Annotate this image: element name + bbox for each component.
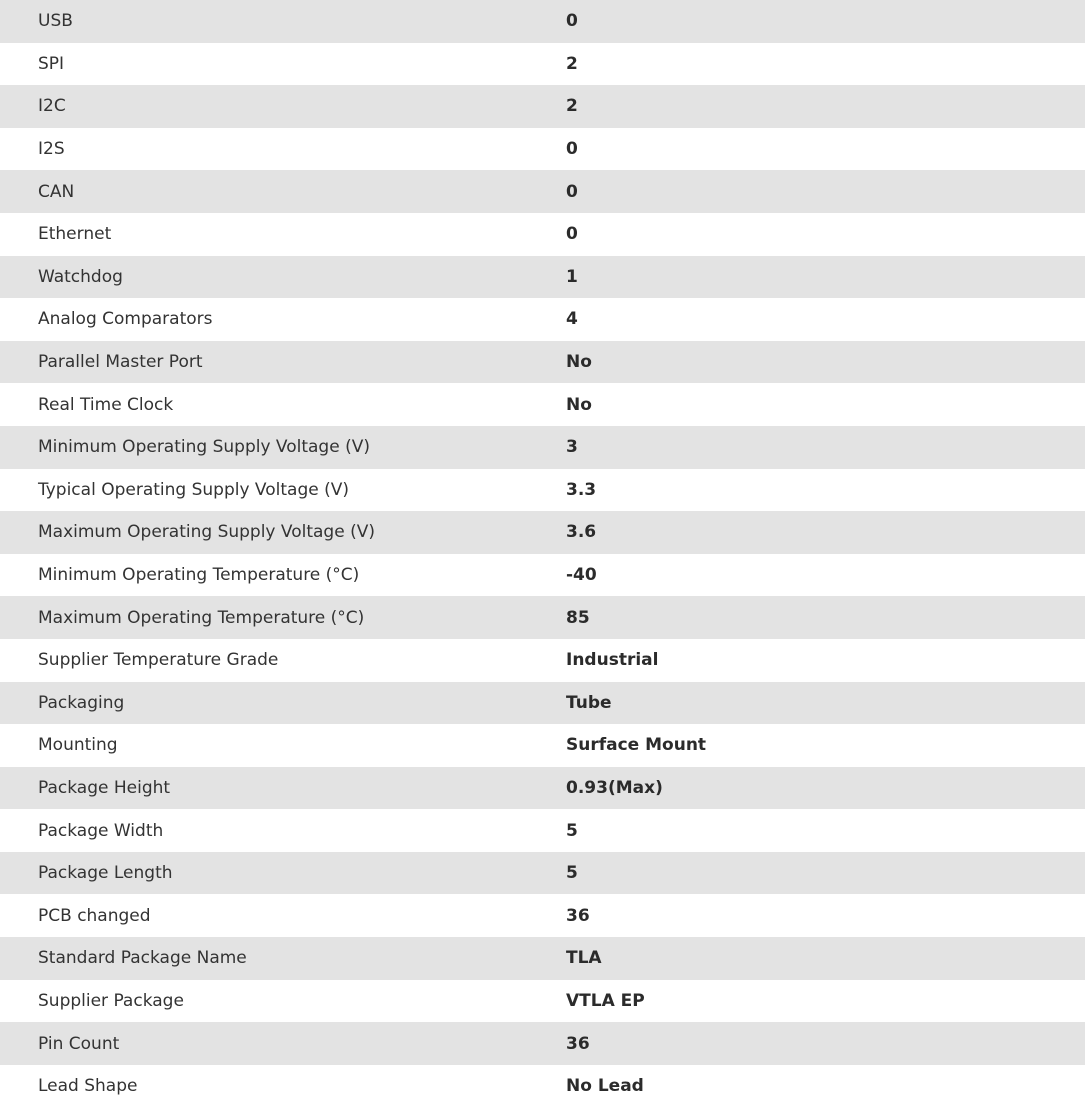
spec-value: 3.3: [566, 469, 1085, 512]
spec-label: I2S: [0, 128, 566, 171]
spec-label: SPI: [0, 43, 566, 86]
spec-label: I2C: [0, 85, 566, 128]
spec-row: [0, 298, 1085, 341]
spec-row: [0, 1065, 1085, 1107]
spec-row: [0, 937, 1085, 980]
spec-value: No Lead: [566, 1065, 1085, 1107]
spec-row: [0, 639, 1085, 682]
spec-value: 5: [566, 809, 1085, 852]
spec-row: [0, 341, 1085, 384]
spec-value: 2: [566, 43, 1085, 86]
spec-value: 4: [566, 298, 1085, 341]
spec-label: Mounting: [0, 724, 566, 767]
spec-label: Minimum Operating Supply Voltage (V): [0, 426, 566, 469]
spec-row: [0, 128, 1085, 171]
spec-value: VTLA EP: [566, 980, 1085, 1023]
spec-value: Industrial: [566, 639, 1085, 682]
spec-label: Supplier Temperature Grade: [0, 639, 566, 682]
spec-label: Maximum Operating Temperature (°C): [0, 596, 566, 639]
spec-label: Lead Shape: [0, 1065, 566, 1107]
spec-label: Standard Package Name: [0, 937, 566, 980]
spec-row: [0, 894, 1085, 937]
spec-value: 3: [566, 426, 1085, 469]
spec-value: 36: [566, 1022, 1085, 1065]
spec-row: [0, 85, 1085, 128]
spec-label: Minimum Operating Temperature (°C): [0, 554, 566, 597]
spec-value: 0: [566, 128, 1085, 171]
spec-row: [0, 383, 1085, 426]
spec-label: Parallel Master Port: [0, 341, 566, 384]
spec-value: No: [566, 383, 1085, 426]
spec-value: 36: [566, 894, 1085, 937]
spec-row: [0, 809, 1085, 852]
spec-row: [0, 682, 1085, 725]
spec-row: [0, 0, 1085, 43]
spec-row: [0, 1022, 1085, 1065]
spec-row: [0, 767, 1085, 810]
spec-value: TLA: [566, 937, 1085, 980]
spec-label: Packaging: [0, 682, 566, 725]
spec-row: [0, 213, 1085, 256]
spec-row: [0, 980, 1085, 1023]
spec-label: PCB changed: [0, 894, 566, 937]
spec-label: CAN: [0, 170, 566, 213]
spec-value: 3.6: [566, 511, 1085, 554]
spec-row: [0, 469, 1085, 512]
spec-label: Pin Count: [0, 1022, 566, 1065]
spec-label: Watchdog: [0, 256, 566, 299]
spec-label: Analog Comparators: [0, 298, 566, 341]
spec-row: [0, 43, 1085, 86]
spec-row: [0, 511, 1085, 554]
spec-label: Ethernet: [0, 213, 566, 256]
spec-row: [0, 596, 1085, 639]
spec-value: 0: [566, 0, 1085, 43]
spec-label: Package Width: [0, 809, 566, 852]
spec-value: 5: [566, 852, 1085, 895]
spec-row: [0, 852, 1085, 895]
spec-label: Real Time Clock: [0, 383, 566, 426]
spec-row: [0, 724, 1085, 767]
spec-row: [0, 426, 1085, 469]
spec-label: Typical Operating Supply Voltage (V): [0, 469, 566, 512]
spec-row: [0, 554, 1085, 597]
spec-value: Tube: [566, 682, 1085, 725]
spec-value: 2: [566, 85, 1085, 128]
spec-label: Supplier Package: [0, 980, 566, 1023]
spec-row: [0, 256, 1085, 299]
spec-value: 0.93(Max): [566, 767, 1085, 810]
spec-value: No: [566, 341, 1085, 384]
spec-label: Package Height: [0, 767, 566, 810]
spec-label: USB: [0, 0, 566, 43]
spec-value: Surface Mount: [566, 724, 1085, 767]
spec-value: 1: [566, 256, 1085, 299]
spec-label: Package Length: [0, 852, 566, 895]
spec-value: 85: [566, 596, 1085, 639]
spec-value: -40: [566, 554, 1085, 597]
spec-value: 0: [566, 213, 1085, 256]
spec-label: Maximum Operating Supply Voltage (V): [0, 511, 566, 554]
spec-value: 0: [566, 170, 1085, 213]
spec-row: [0, 170, 1085, 213]
